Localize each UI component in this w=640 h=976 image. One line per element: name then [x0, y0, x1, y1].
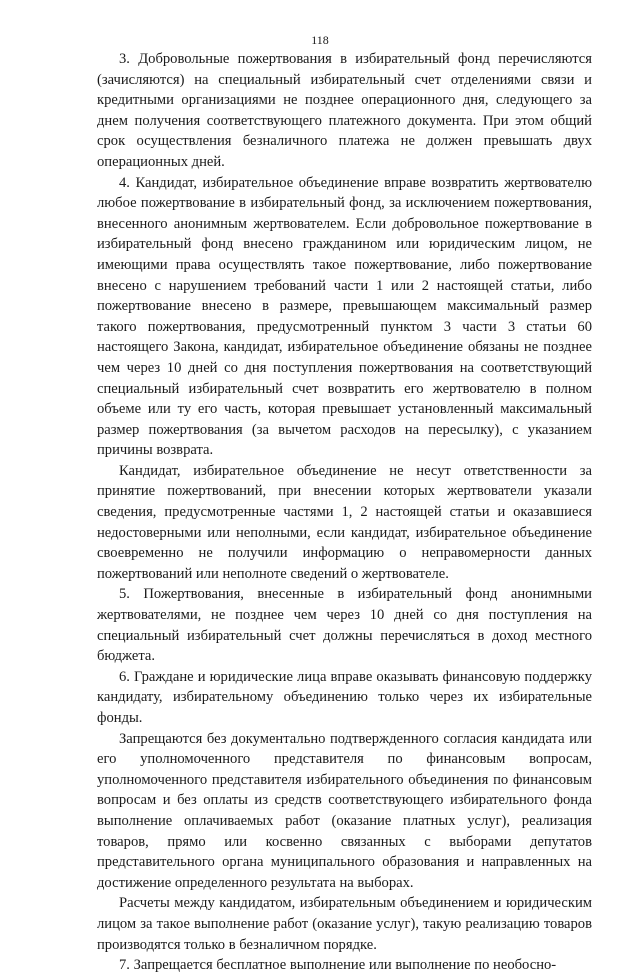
paragraph-6: 6. Граждане и юридические лица вправе оказывать финансовую поддержку кандидату, избирательному объединению только через их избирательные фонды. [97, 668, 592, 726]
paragraph-7: 7. Запрещается бесплатное выполнение или выполнение по необосно- [119, 957, 557, 974]
paragraph-4: 4. Кандидат, избирательное объединение вправе возвратить жертвователю любое пожертвование в избирательный фонд, за исключением пожертвования, внесенного анонимным жертвователем. Если добровольное пожертвование в избирательный фонд внесено гражданином или юридическим лицом, не имеющими права осуществлять такое пожертвование, либо пожертвование внесено с нарушением требований части 1 или 2 настоящей статьи, либо пожертвование внесено в размере, превышающем максимальный размер такого пожертвования, предусмотренный пунктом 3 части 3 статьи 60 настоящего Закона, кандидат, избирательное объединение обязаны не позднее чем через 10 дней со дня поступления пожертвования на соответствующий специальный избирательный счет возвратить его жертвователю в полном объеме или ту его часть, которая превышает установленный максимальный размер пожертвования (за вычетом расходов на пересылку), с указанием причины возврата. [97, 174, 592, 459]
paragraph-6-settlements: Расчеты между кандидатом, избирательным объединением и юридическим лицом за такое выполнение работ (оказание услуг), такую реализацию товаров производятся только в безналичном порядке. [97, 895, 592, 953]
paragraph-4-continuation: Кандидат, избирательное объединение не несут ответственности за принятие пожертвований, при внесении которых жертвователи указали сведения, предусмотренные частями 1, 2 настоящей статьи и оказавшиеся недостоверными или неполными, если кандидат, избирательное объединение своевременно не получили информацию о неправомерности данных пожертвований или неполноте сведений о жертвователе. [97, 462, 592, 582]
document-body [97, 49, 592, 976]
paragraph-3: 3. Добровольные пожертвования в избирательный фонд перечисляются (зачисляются) на специальный избирательный счет отделениями связи и кредитными организациями не позднее операционного дня, следующего за днем получения соответствующего платежного документа. При этом общий срок осуществления безналичного платежа не должен превышать двух операционных дней. [97, 51, 592, 170]
page-number: 118 [311, 33, 329, 47]
paragraph-5: 5. Пожертвования, внесенные в избирательный фонд анонимными жертвователями, не позднее чем через 10 дней со дня поступления на специальный избирательный счет должны перечисляться в доход местного бюджета. [97, 586, 592, 665]
paragraph-6-prohibition: Запрещаются без документально подтвержденного согласия кандидата или его уполномоченного представителя по финансовым вопросам, уполномоченного представителя избирательного объединения по финансовым вопросам и без оплаты из средств соответствующего избирательного фонда выполнение оплачиваемых работ (оказание платных услуг), реализация товаров, прямо или косвенно связанных с выборами депутатов представительного органа муниципального образования и направленных на достижение определенного результата на выборах. [97, 730, 592, 891]
